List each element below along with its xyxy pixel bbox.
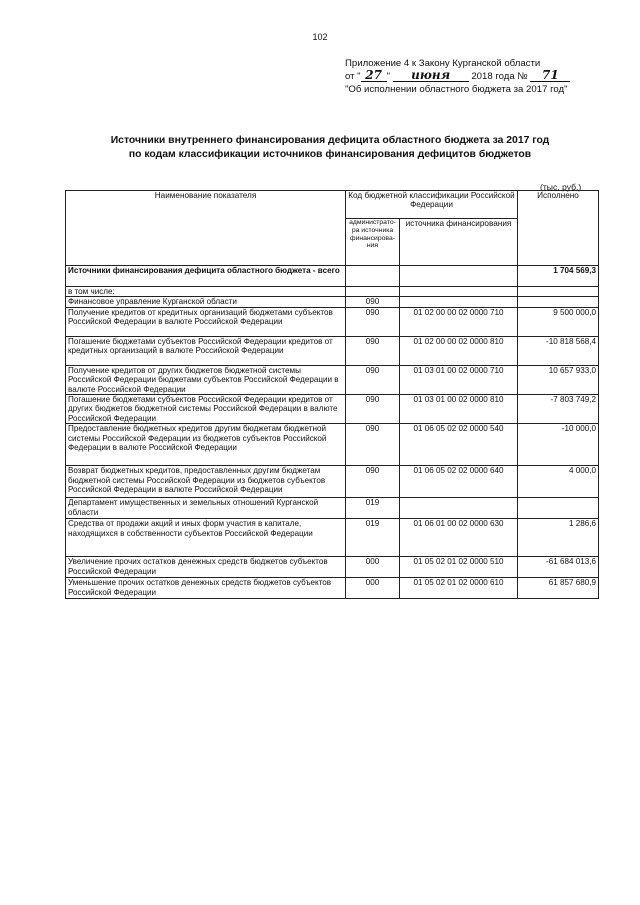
appendix-line-1: Приложение 4 к Закону Курганской области <box>345 58 541 69</box>
table-row <box>66 424 599 466</box>
row-name: Средства от продажи акций и иных форм участия в капитале, находящихся в собственности субъектов Российской Федерации <box>66 519 346 557</box>
table-row <box>66 266 599 287</box>
header-row <box>66 191 599 219</box>
row-executed-value: 4 000,0 <box>518 466 599 498</box>
appendix-line-3: "Об исполнении областного бюджета за 2017 год" <box>345 84 568 95</box>
row-executed-value: -10 000,0 <box>518 424 599 466</box>
table-row <box>66 466 599 498</box>
appendix-header <box>345 57 570 96</box>
row-name: Получение кредитов от других бюджетов бюджетной системы Российской Федерации бюджетами субъектов Российской Федерации в валюте Российской Федерации <box>66 365 346 394</box>
header-code: Код бюджетной классификации Российской Федерации <box>346 191 518 219</box>
row-admin-code: 000 <box>346 578 400 599</box>
header-admin: администрато-ра источника финансирова-ния <box>346 219 400 266</box>
row-executed-value: 1 704 569,3 <box>518 266 599 287</box>
row-source-code: 01 05 02 01 02 0000 510 <box>400 557 518 578</box>
row-executed-value: 10 657 933,0 <box>518 365 599 394</box>
title-line-1: Источники внутреннего финансирования дефицита областного бюджета за 2017 год <box>110 135 550 146</box>
row-name: Увеличение прочих остатков денежных средств бюджетов субъектов Российской Федерации <box>66 557 346 578</box>
table-row <box>66 336 599 365</box>
row-admin-code: 090 <box>346 365 400 394</box>
row-name: Предоставление бюджетных кредитов другим бюджетам бюджетной системы Российской Федерации из бюджетов субъектов Российской Федерации в валюте Российской Федерации <box>66 424 346 466</box>
row-source-code <box>400 498 518 519</box>
row-executed-value: -7 803 749,2 <box>518 395 599 424</box>
row-admin-code: 000 <box>346 557 400 578</box>
header-source: источника финансирования <box>400 219 518 266</box>
row-name: Департамент имущественных и земельных отношений Курганской области <box>66 498 346 519</box>
appendix-month: июня <box>393 70 469 82</box>
row-admin-code: 090 <box>346 297 400 307</box>
row-source-code <box>400 266 518 287</box>
row-executed-value <box>518 498 599 519</box>
row-name: Уменьшение прочих остатков денежных средств бюджетов субъектов Российской Федерации <box>66 578 346 599</box>
appendix-from-prefix: от " <box>345 71 361 82</box>
units-label: (тыс. руб.) <box>540 182 582 192</box>
table-row <box>66 307 599 336</box>
row-name: в том числе: <box>66 287 346 297</box>
page-number: 102 <box>312 32 328 42</box>
table-row <box>66 287 599 297</box>
row-source-code: 01 03 01 00 02 0000 710 <box>400 365 518 394</box>
row-source-code <box>400 287 518 297</box>
row-executed-value: 9 500 000,0 <box>518 307 599 336</box>
row-admin-code: 090 <box>346 466 400 498</box>
row-executed-value <box>518 287 599 297</box>
appendix-day: 27 <box>361 70 387 82</box>
table-row <box>66 578 599 599</box>
row-executed-value: -61 684 013,6 <box>518 557 599 578</box>
row-admin-code: 090 <box>346 395 400 424</box>
appendix-year: 2018 года № <box>471 71 528 82</box>
row-name: Финансовое управление Курганской области <box>66 297 346 307</box>
row-source-code: 01 02 00 00 02 0000 710 <box>400 307 518 336</box>
appendix-line-2 <box>345 70 570 83</box>
row-name: Возврат бюджетных кредитов, предоставленных другим бюджетам бюджетной системы Российской Федерации из бюджетов субъектов Российской Федерации в валюте Российской Федерации <box>66 466 346 498</box>
table-row <box>66 395 599 424</box>
row-name: Погашение бюджетами субъектов Российской Федерации кредитов от кредитных организаций в валюте Российской Федерации <box>66 336 346 365</box>
row-admin-code <box>346 266 400 287</box>
table-row <box>66 365 599 394</box>
row-source-code: 01 02 00 00 02 0000 810 <box>400 336 518 365</box>
table-row <box>66 297 599 307</box>
row-admin-code: 090 <box>346 424 400 466</box>
row-admin-code: 019 <box>346 498 400 519</box>
row-source-code: 01 06 05 02 02 0000 540 <box>400 424 518 466</box>
row-name: Получение кредитов от кредитных организаций бюджетами субъектов Российской Федерации в валюте Российской Федерации <box>66 307 346 336</box>
document-title <box>60 134 600 162</box>
appendix-number: 71 <box>530 70 570 82</box>
row-source-code: 01 06 01 00 02 0000 630 <box>400 519 518 557</box>
row-admin-code: 019 <box>346 519 400 557</box>
row-source-code: 01 05 02 01 02 0000 610 <box>400 578 518 599</box>
table-row <box>66 498 599 519</box>
row-source-code <box>400 297 518 307</box>
financing-sources-table <box>65 190 599 599</box>
header-executed: Исполнено <box>518 191 599 266</box>
title-line-2: по кодам классификации источников финансирования дефицитов бюджетов <box>128 149 532 160</box>
row-admin-code: 090 <box>346 336 400 365</box>
row-executed-value: 61 857 680,9 <box>518 578 599 599</box>
row-admin-code <box>346 287 400 297</box>
row-name: Источники финансирования дефицита областного бюджета - всего <box>66 266 346 287</box>
appendix-quote: " <box>386 71 390 82</box>
row-source-code: 01 03 01 00 02 0000 810 <box>400 395 518 424</box>
header-name: Наименование показателя <box>66 191 346 266</box>
table-row <box>66 519 599 557</box>
row-admin-code: 090 <box>346 307 400 336</box>
row-executed-value: 1 286,6 <box>518 519 599 557</box>
table-body <box>66 191 599 599</box>
row-name: Погашение бюджетами субъектов Российской Федерации кредитов от других бюджетов бюджетной системы Российской Федерации в валюте Российской Федерации <box>66 395 346 424</box>
table-row <box>66 557 599 578</box>
row-executed-value: -10 818 568,4 <box>518 336 599 365</box>
row-executed-value <box>518 297 599 307</box>
row-source-code: 01 06 05 02 02 0000 640 <box>400 466 518 498</box>
